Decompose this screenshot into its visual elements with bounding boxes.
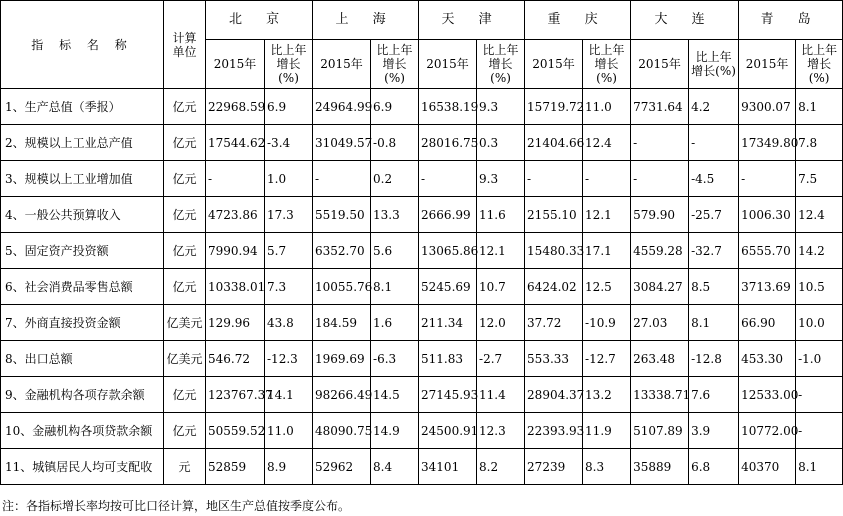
table-row xyxy=(1,449,843,485)
year-header: 2015年 xyxy=(631,40,689,89)
growth-cell: -0.8 xyxy=(371,125,419,161)
value-cell: 34101 xyxy=(419,449,477,485)
growth-cell: 1.6 xyxy=(371,305,419,341)
growth-header: 比上年增长(%) xyxy=(371,40,419,89)
growth-cell: 5.6 xyxy=(371,233,419,269)
growth-cell: 12.1 xyxy=(477,233,525,269)
value-cell: 16538.19 xyxy=(419,89,477,125)
table-body xyxy=(1,1,843,485)
value-cell: - xyxy=(525,161,583,197)
growth-cell: -6.3 xyxy=(371,341,419,377)
value-cell: 28016.75 xyxy=(419,125,477,161)
table-row xyxy=(1,89,843,125)
value-cell: 184.59 xyxy=(313,305,371,341)
value-cell: 1006.30 xyxy=(739,197,796,233)
growth-cell: 8.9 xyxy=(265,449,313,485)
value-cell: 22968.59 xyxy=(206,89,265,125)
growth-cell: 12.0 xyxy=(477,305,525,341)
growth-cell: 12.1 xyxy=(583,197,631,233)
value-cell: 6555.70 xyxy=(739,233,796,269)
growth-cell: 11.6 xyxy=(477,197,525,233)
value-cell: - xyxy=(313,161,371,197)
year-header: 2015年 xyxy=(313,40,371,89)
growth-cell: -3.4 xyxy=(265,125,313,161)
growth-cell: 7.3 xyxy=(265,269,313,305)
growth-cell: 6.9 xyxy=(371,89,419,125)
table-row xyxy=(1,197,843,233)
growth-header: 比上年增长(%) xyxy=(477,40,525,89)
value-cell: 48090.75 xyxy=(313,413,371,449)
growth-cell: 17.3 xyxy=(265,197,313,233)
growth-cell: -12.3 xyxy=(265,341,313,377)
value-cell: 453.30 xyxy=(739,341,796,377)
year-header: 2015年 xyxy=(419,40,477,89)
value-cell: 13065.86 xyxy=(419,233,477,269)
growth-cell: -32.7 xyxy=(689,233,739,269)
value-cell: - xyxy=(631,125,689,161)
indicator-name: 6、社会消费品零售总额 xyxy=(1,269,164,305)
indicator-name: 4、一般公共预算收入 xyxy=(1,197,164,233)
value-cell: 17349.80 xyxy=(739,125,796,161)
value-cell: 15719.72 xyxy=(525,89,583,125)
growth-cell: 12.5 xyxy=(583,269,631,305)
growth-cell: 0.2 xyxy=(371,161,419,197)
value-cell: 2155.10 xyxy=(525,197,583,233)
growth-cell: 9.3 xyxy=(477,89,525,125)
growth-header: 比上年增长(%) xyxy=(265,40,313,89)
growth-cell: 8.4 xyxy=(371,449,419,485)
growth-cell: 7.6 xyxy=(689,377,739,413)
growth-cell: 13.2 xyxy=(583,377,631,413)
header-indicator-name: 指 标 名 称 xyxy=(1,1,164,89)
growth-cell: 11.9 xyxy=(583,413,631,449)
value-cell: 24500.91 xyxy=(419,413,477,449)
city-header: 大 连 xyxy=(631,1,739,40)
value-cell: 7990.94 xyxy=(206,233,265,269)
value-cell: 27145.93 xyxy=(419,377,477,413)
growth-cell: - xyxy=(796,377,843,413)
growth-cell: 8.5 xyxy=(689,269,739,305)
indicator-name: 2、规模以上工业总产值 xyxy=(1,125,164,161)
indicator-name: 5、固定资产投资额 xyxy=(1,233,164,269)
growth-cell: 17.1 xyxy=(583,233,631,269)
growth-cell: - xyxy=(583,161,631,197)
city-header: 北 京 xyxy=(206,1,313,40)
value-cell: 10772.00 xyxy=(739,413,796,449)
growth-cell: 8.1 xyxy=(796,89,843,125)
growth-cell: 8.1 xyxy=(689,305,739,341)
growth-cell: 7.5 xyxy=(796,161,843,197)
unit-cell: 亿元 xyxy=(164,413,206,449)
unit-cell: 亿元 xyxy=(164,233,206,269)
unit-cell: 亿美元 xyxy=(164,305,206,341)
unit-cell: 亿元 xyxy=(164,125,206,161)
growth-cell: -10.9 xyxy=(583,305,631,341)
growth-cell: 12.3 xyxy=(477,413,525,449)
value-cell: 5107.89 xyxy=(631,413,689,449)
growth-cell: 0.3 xyxy=(477,125,525,161)
growth-cell: 9.3 xyxy=(477,161,525,197)
growth-cell: 14.9 xyxy=(371,413,419,449)
value-cell: 3084.27 xyxy=(631,269,689,305)
year-header: 2015年 xyxy=(206,40,265,89)
header-unit xyxy=(164,1,206,89)
value-cell: - xyxy=(739,161,796,197)
growth-cell: 5.7 xyxy=(265,233,313,269)
value-cell: 52859 xyxy=(206,449,265,485)
growth-header: 比上年增长(%) xyxy=(796,40,843,89)
growth-cell: 8.1 xyxy=(796,449,843,485)
growth-cell: -1.0 xyxy=(796,341,843,377)
growth-cell: 8.3 xyxy=(583,449,631,485)
value-cell: 123767.37 xyxy=(206,377,265,413)
table-row xyxy=(1,413,843,449)
value-cell: 7731.64 xyxy=(631,89,689,125)
unit-cell: 亿元 xyxy=(164,197,206,233)
growth-cell: 12.4 xyxy=(796,197,843,233)
value-cell: 24964.99 xyxy=(313,89,371,125)
value-cell: 553.33 xyxy=(525,341,583,377)
growth-cell: -4.5 xyxy=(689,161,739,197)
growth-cell: - xyxy=(689,125,739,161)
growth-cell: 8.2 xyxy=(477,449,525,485)
indicator-name: 7、外商直接投资金额 xyxy=(1,305,164,341)
value-cell: 2666.99 xyxy=(419,197,477,233)
value-cell: - xyxy=(419,161,477,197)
growth-cell: 11.4 xyxy=(477,377,525,413)
growth-cell: 14.5 xyxy=(371,377,419,413)
growth-cell: 10.0 xyxy=(796,305,843,341)
unit-cell: 亿美元 xyxy=(164,341,206,377)
value-cell: 4559.28 xyxy=(631,233,689,269)
value-cell: 17544.62 xyxy=(206,125,265,161)
footnote: 注：各指标增长率均按可比口径计算，地区生产总值按季度公布。 xyxy=(2,499,351,513)
growth-cell: 6.8 xyxy=(689,449,739,485)
value-cell: 6424.02 xyxy=(525,269,583,305)
growth-cell: 43.8 xyxy=(265,305,313,341)
value-cell: 27239 xyxy=(525,449,583,485)
value-cell: 511.83 xyxy=(419,341,477,377)
growth-cell: -12.8 xyxy=(689,341,739,377)
city-header: 青 岛 xyxy=(739,1,843,40)
growth-cell: 12.4 xyxy=(583,125,631,161)
value-cell: 21404.66 xyxy=(525,125,583,161)
value-cell: 6352.70 xyxy=(313,233,371,269)
value-cell: 9300.07 xyxy=(739,89,796,125)
header-unit-text: 计算 单位 xyxy=(172,30,197,59)
value-cell: 129.96 xyxy=(206,305,265,341)
growth-cell: 3.9 xyxy=(689,413,739,449)
indicator-name: 11、城镇居民人均可支配收 xyxy=(1,449,164,485)
value-cell: 10338.01 xyxy=(206,269,265,305)
value-cell: 52962 xyxy=(313,449,371,485)
value-cell: 37.72 xyxy=(525,305,583,341)
indicator-name: 10、金融机构各项贷款余额 xyxy=(1,413,164,449)
growth-cell: 1.0 xyxy=(265,161,313,197)
growth-cell: 6.9 xyxy=(265,89,313,125)
value-cell: 211.34 xyxy=(419,305,477,341)
value-cell: 28904.37 xyxy=(525,377,583,413)
indicator-name: 8、出口总额 xyxy=(1,341,164,377)
value-cell: 50559.52 xyxy=(206,413,265,449)
table-row xyxy=(1,233,843,269)
growth-cell: 8.1 xyxy=(371,269,419,305)
growth-cell: 14.1 xyxy=(265,377,313,413)
header-row-cities xyxy=(1,1,843,40)
value-cell: 13338.71 xyxy=(631,377,689,413)
value-cell: 27.03 xyxy=(631,305,689,341)
growth-cell: 10.7 xyxy=(477,269,525,305)
growth-cell: -25.7 xyxy=(689,197,739,233)
unit-cell: 亿元 xyxy=(164,89,206,125)
unit-cell: 亿元 xyxy=(164,161,206,197)
growth-cell: 14.2 xyxy=(796,233,843,269)
value-cell: 98266.49 xyxy=(313,377,371,413)
table-row xyxy=(1,305,843,341)
value-cell: 5245.69 xyxy=(419,269,477,305)
growth-cell: -12.7 xyxy=(583,341,631,377)
indicator-name: 3、规模以上工业增加值 xyxy=(1,161,164,197)
growth-cell: 13.3 xyxy=(371,197,419,233)
city-header: 天 津 xyxy=(419,1,525,40)
unit-cell: 元 xyxy=(164,449,206,485)
value-cell: 12533.00 xyxy=(739,377,796,413)
value-cell: - xyxy=(631,161,689,197)
value-cell: 546.72 xyxy=(206,341,265,377)
value-cell: 22393.93 xyxy=(525,413,583,449)
table-row xyxy=(1,377,843,413)
table-row xyxy=(1,269,843,305)
year-header: 2015年 xyxy=(525,40,583,89)
value-cell: 15480.33 xyxy=(525,233,583,269)
growth-cell: -2.7 xyxy=(477,341,525,377)
city-header: 上 海 xyxy=(313,1,419,40)
value-cell: 40370 xyxy=(739,449,796,485)
value-cell: 579.90 xyxy=(631,197,689,233)
year-header: 2015年 xyxy=(739,40,796,89)
table-row xyxy=(1,125,843,161)
indicator-name: 1、生产总值（季报） xyxy=(1,89,164,125)
growth-header: 比上年增长(%) xyxy=(689,40,739,89)
value-cell: 263.48 xyxy=(631,341,689,377)
value-cell: 1969.69 xyxy=(313,341,371,377)
growth-header: 比上年增长(%) xyxy=(583,40,631,89)
city-header: 重 庆 xyxy=(525,1,631,40)
indicator-name: 9、金融机构各项存款余额 xyxy=(1,377,164,413)
growth-cell: 10.5 xyxy=(796,269,843,305)
table-row xyxy=(1,161,843,197)
unit-cell: 亿元 xyxy=(164,377,206,413)
unit-cell: 亿元 xyxy=(164,269,206,305)
growth-cell: 11.0 xyxy=(265,413,313,449)
growth-cell: 4.2 xyxy=(689,89,739,125)
growth-cell: 11.0 xyxy=(583,89,631,125)
value-cell: 35889 xyxy=(631,449,689,485)
value-cell: 66.90 xyxy=(739,305,796,341)
value-cell: 31049.57 xyxy=(313,125,371,161)
value-cell: 10055.76 xyxy=(313,269,371,305)
value-cell: - xyxy=(206,161,265,197)
growth-cell: 7.8 xyxy=(796,125,843,161)
value-cell: 4723.86 xyxy=(206,197,265,233)
growth-cell: - xyxy=(796,413,843,449)
value-cell: 3713.69 xyxy=(739,269,796,305)
table-row xyxy=(1,341,843,377)
value-cell: 5519.50 xyxy=(313,197,371,233)
